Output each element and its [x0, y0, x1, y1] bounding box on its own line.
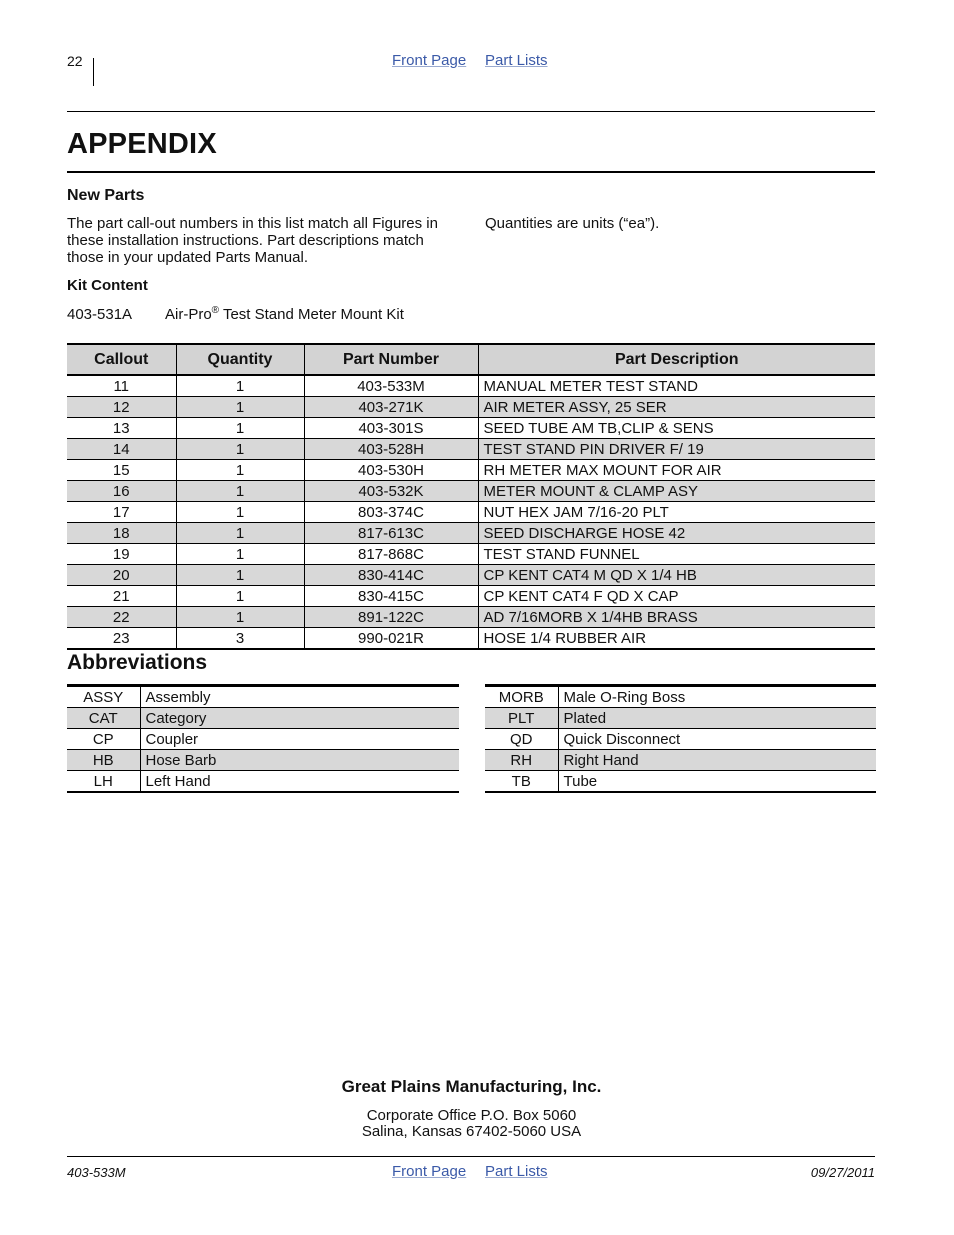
table-row: [67, 544, 875, 565]
abbreviation-code: RH: [485, 750, 558, 771]
title-rule: [67, 171, 875, 173]
quantity-cell: 1: [176, 502, 304, 523]
abbreviation-meaning: Quick Disconnect: [558, 729, 876, 750]
quantity-cell: 1: [176, 460, 304, 481]
part-number-cell: 830-415C: [304, 586, 478, 607]
description-cell: NUT HEX JAM 7/16-20 PLT: [478, 502, 875, 523]
callout-cell: 12: [67, 397, 176, 418]
quantity-cell: 1: [176, 565, 304, 586]
abbreviation-code: TB: [485, 771, 558, 793]
quantity-cell: 1: [176, 586, 304, 607]
abbreviation-row: [485, 686, 876, 708]
abbreviations-table-left: [67, 684, 459, 793]
quantity-cell: 1: [176, 523, 304, 544]
callout-cell: 15: [67, 460, 176, 481]
part-number-cell: 403-271K: [304, 397, 478, 418]
page-title: APPENDIX: [67, 128, 217, 160]
kit-name: [165, 306, 404, 323]
abbreviation-row: [67, 686, 459, 708]
front-page-link[interactable]: Front Page: [392, 52, 467, 69]
abbreviation-meaning: Hose Barb: [140, 750, 459, 771]
abbreviation-row: [485, 771, 876, 793]
abbreviation-row: [67, 729, 459, 750]
description-cell: CP KENT CAT4 F QD X CAP: [478, 586, 875, 607]
part-number-cell: 403-533M: [304, 375, 478, 397]
abbreviation-row: [67, 708, 459, 729]
callout-cell: 20: [67, 565, 176, 586]
header-callout: Callout: [67, 344, 176, 375]
abbreviation-meaning: Category: [140, 708, 459, 729]
description-cell: HOSE 1/4 RUBBER AIR: [478, 628, 875, 650]
abbreviation-meaning: Plated: [558, 708, 876, 729]
parts-table: [67, 343, 875, 650]
footer-part-lists-link[interactable]: Part Lists: [485, 1163, 548, 1180]
kit-content-heading: Kit Content: [67, 277, 148, 294]
table-row: [67, 586, 875, 607]
table-row: [67, 481, 875, 502]
quantity-cell: 1: [176, 439, 304, 460]
abbreviation-code: HB: [67, 750, 140, 771]
part-number-cell: 830-414C: [304, 565, 478, 586]
description-cell: METER MOUNT & CLAMP ASY: [478, 481, 875, 502]
quantity-cell: 1: [176, 607, 304, 628]
callout-cell: 17: [67, 502, 176, 523]
quantity-cell: 1: [176, 544, 304, 565]
abbreviations-table-right: [485, 684, 876, 793]
quantity-cell: 1: [176, 418, 304, 439]
callout-cell: 22: [67, 607, 176, 628]
revision-date: 09/27/2011: [810, 1165, 875, 1180]
kit-name-prefix: Air-Pro: [165, 306, 212, 323]
abbreviation-row: [67, 750, 459, 771]
abbreviation-code: CP: [67, 729, 140, 750]
new-parts-text: The part call-out numbers in this list match all Figures in these installation instructions. Part descriptions match those in your updated Parts Manual.: [67, 215, 438, 266]
part-number-cell: 803-374C: [304, 502, 478, 523]
abbreviation-code: ASSY: [67, 686, 140, 708]
abbreviation-meaning: Male O-Ring Boss: [558, 686, 876, 708]
part-number-cell: 403-301S: [304, 418, 478, 439]
footer-front-page-link[interactable]: Front Page: [392, 1163, 467, 1180]
description-cell: AIR METER ASSY, 25 SER: [478, 397, 875, 418]
quantity-cell: 1: [176, 375, 304, 397]
page-number: 22: [67, 53, 83, 69]
header-divider: [93, 58, 94, 86]
table-row: [67, 607, 875, 628]
kit-number: 403-531A: [67, 306, 133, 323]
part-number-cell: 891-122C: [304, 607, 478, 628]
description-cell: TEST STAND FUNNEL: [478, 544, 875, 565]
description-cell: TEST STAND PIN DRIVER F/ 19: [478, 439, 875, 460]
quantity-cell: 3: [176, 628, 304, 650]
abbreviation-meaning: Coupler: [140, 729, 459, 750]
quantity-cell: 1: [176, 481, 304, 502]
callout-cell: 11: [67, 375, 176, 397]
kit-name-suffix: Test Stand Meter Mount Kit: [219, 306, 404, 323]
part-number-cell: 403-530H: [304, 460, 478, 481]
quantity-cell: 1: [176, 397, 304, 418]
callout-cell: 23: [67, 628, 176, 650]
abbreviation-row: [67, 771, 459, 793]
part-number-cell: 817-613C: [304, 523, 478, 544]
part-number-cell: 990-021R: [304, 628, 478, 650]
abbreviation-code: CAT: [67, 708, 140, 729]
header-part-number: Part Number: [304, 344, 478, 375]
table-row: [67, 460, 875, 481]
description-cell: SEED TUBE AM TB,CLIP & SENS: [478, 418, 875, 439]
abbreviation-code: QD: [485, 729, 558, 750]
top-rule: [67, 111, 875, 112]
abbreviation-code: MORB: [485, 686, 558, 708]
callout-cell: 13: [67, 418, 176, 439]
doc-number: 403-533M: [67, 1165, 126, 1180]
abbreviations-heading: Abbreviations: [67, 651, 208, 674]
new-parts-heading: New Parts: [67, 187, 145, 204]
abbreviation-meaning: Assembly: [140, 686, 459, 708]
part-lists-link[interactable]: Part Lists: [485, 52, 548, 69]
part-number-cell: 817-868C: [304, 544, 478, 565]
callout-cell: 14: [67, 439, 176, 460]
abbreviation-meaning: Right Hand: [558, 750, 876, 771]
company-address-line1: Corporate Office P.O. Box 5060: [366, 1107, 577, 1124]
abbreviation-row: [485, 750, 876, 771]
table-row: [67, 439, 875, 460]
description-cell: SEED DISCHARGE HOSE 42: [478, 523, 875, 544]
abbreviation-row: [485, 708, 876, 729]
table-row: [67, 523, 875, 544]
abbreviation-code: LH: [67, 771, 140, 793]
callout-cell: 18: [67, 523, 176, 544]
description-cell: AD 7/16MORB X 1/4HB BRASS: [478, 607, 875, 628]
table-row: [67, 565, 875, 586]
table-row: [67, 375, 875, 397]
table-row: [67, 502, 875, 523]
callout-cell: 19: [67, 544, 176, 565]
header-quantity: Quantity: [176, 344, 304, 375]
header-part-description: Part Description: [478, 344, 875, 375]
part-number-cell: 403-532K: [304, 481, 478, 502]
abbreviation-meaning: Tube: [558, 771, 876, 793]
callout-cell: 21: [67, 586, 176, 607]
company-name: Great Plains Manufacturing, Inc.: [341, 1077, 602, 1096]
abbreviation-meaning: Left Hand: [140, 771, 459, 793]
abbreviation-row: [485, 729, 876, 750]
registered-mark: ®: [211, 305, 220, 316]
table-row: [67, 397, 875, 418]
description-cell: CP KENT CAT4 M QD X 1/4 HB: [478, 565, 875, 586]
part-number-cell: 403-528H: [304, 439, 478, 460]
footer-rule: [67, 1156, 875, 1157]
table-row: [67, 628, 875, 650]
quantities-note: Quantities are units (“ea”).: [485, 215, 660, 232]
callout-cell: 16: [67, 481, 176, 502]
abbreviation-code: PLT: [485, 708, 558, 729]
company-address-line2: Salina, Kansas 67402-5060 USA: [361, 1123, 582, 1140]
parts-table-header: [67, 344, 875, 375]
description-cell: RH METER MAX MOUNT FOR AIR: [478, 460, 875, 481]
description-cell: MANUAL METER TEST STAND: [478, 375, 875, 397]
table-row: [67, 418, 875, 439]
